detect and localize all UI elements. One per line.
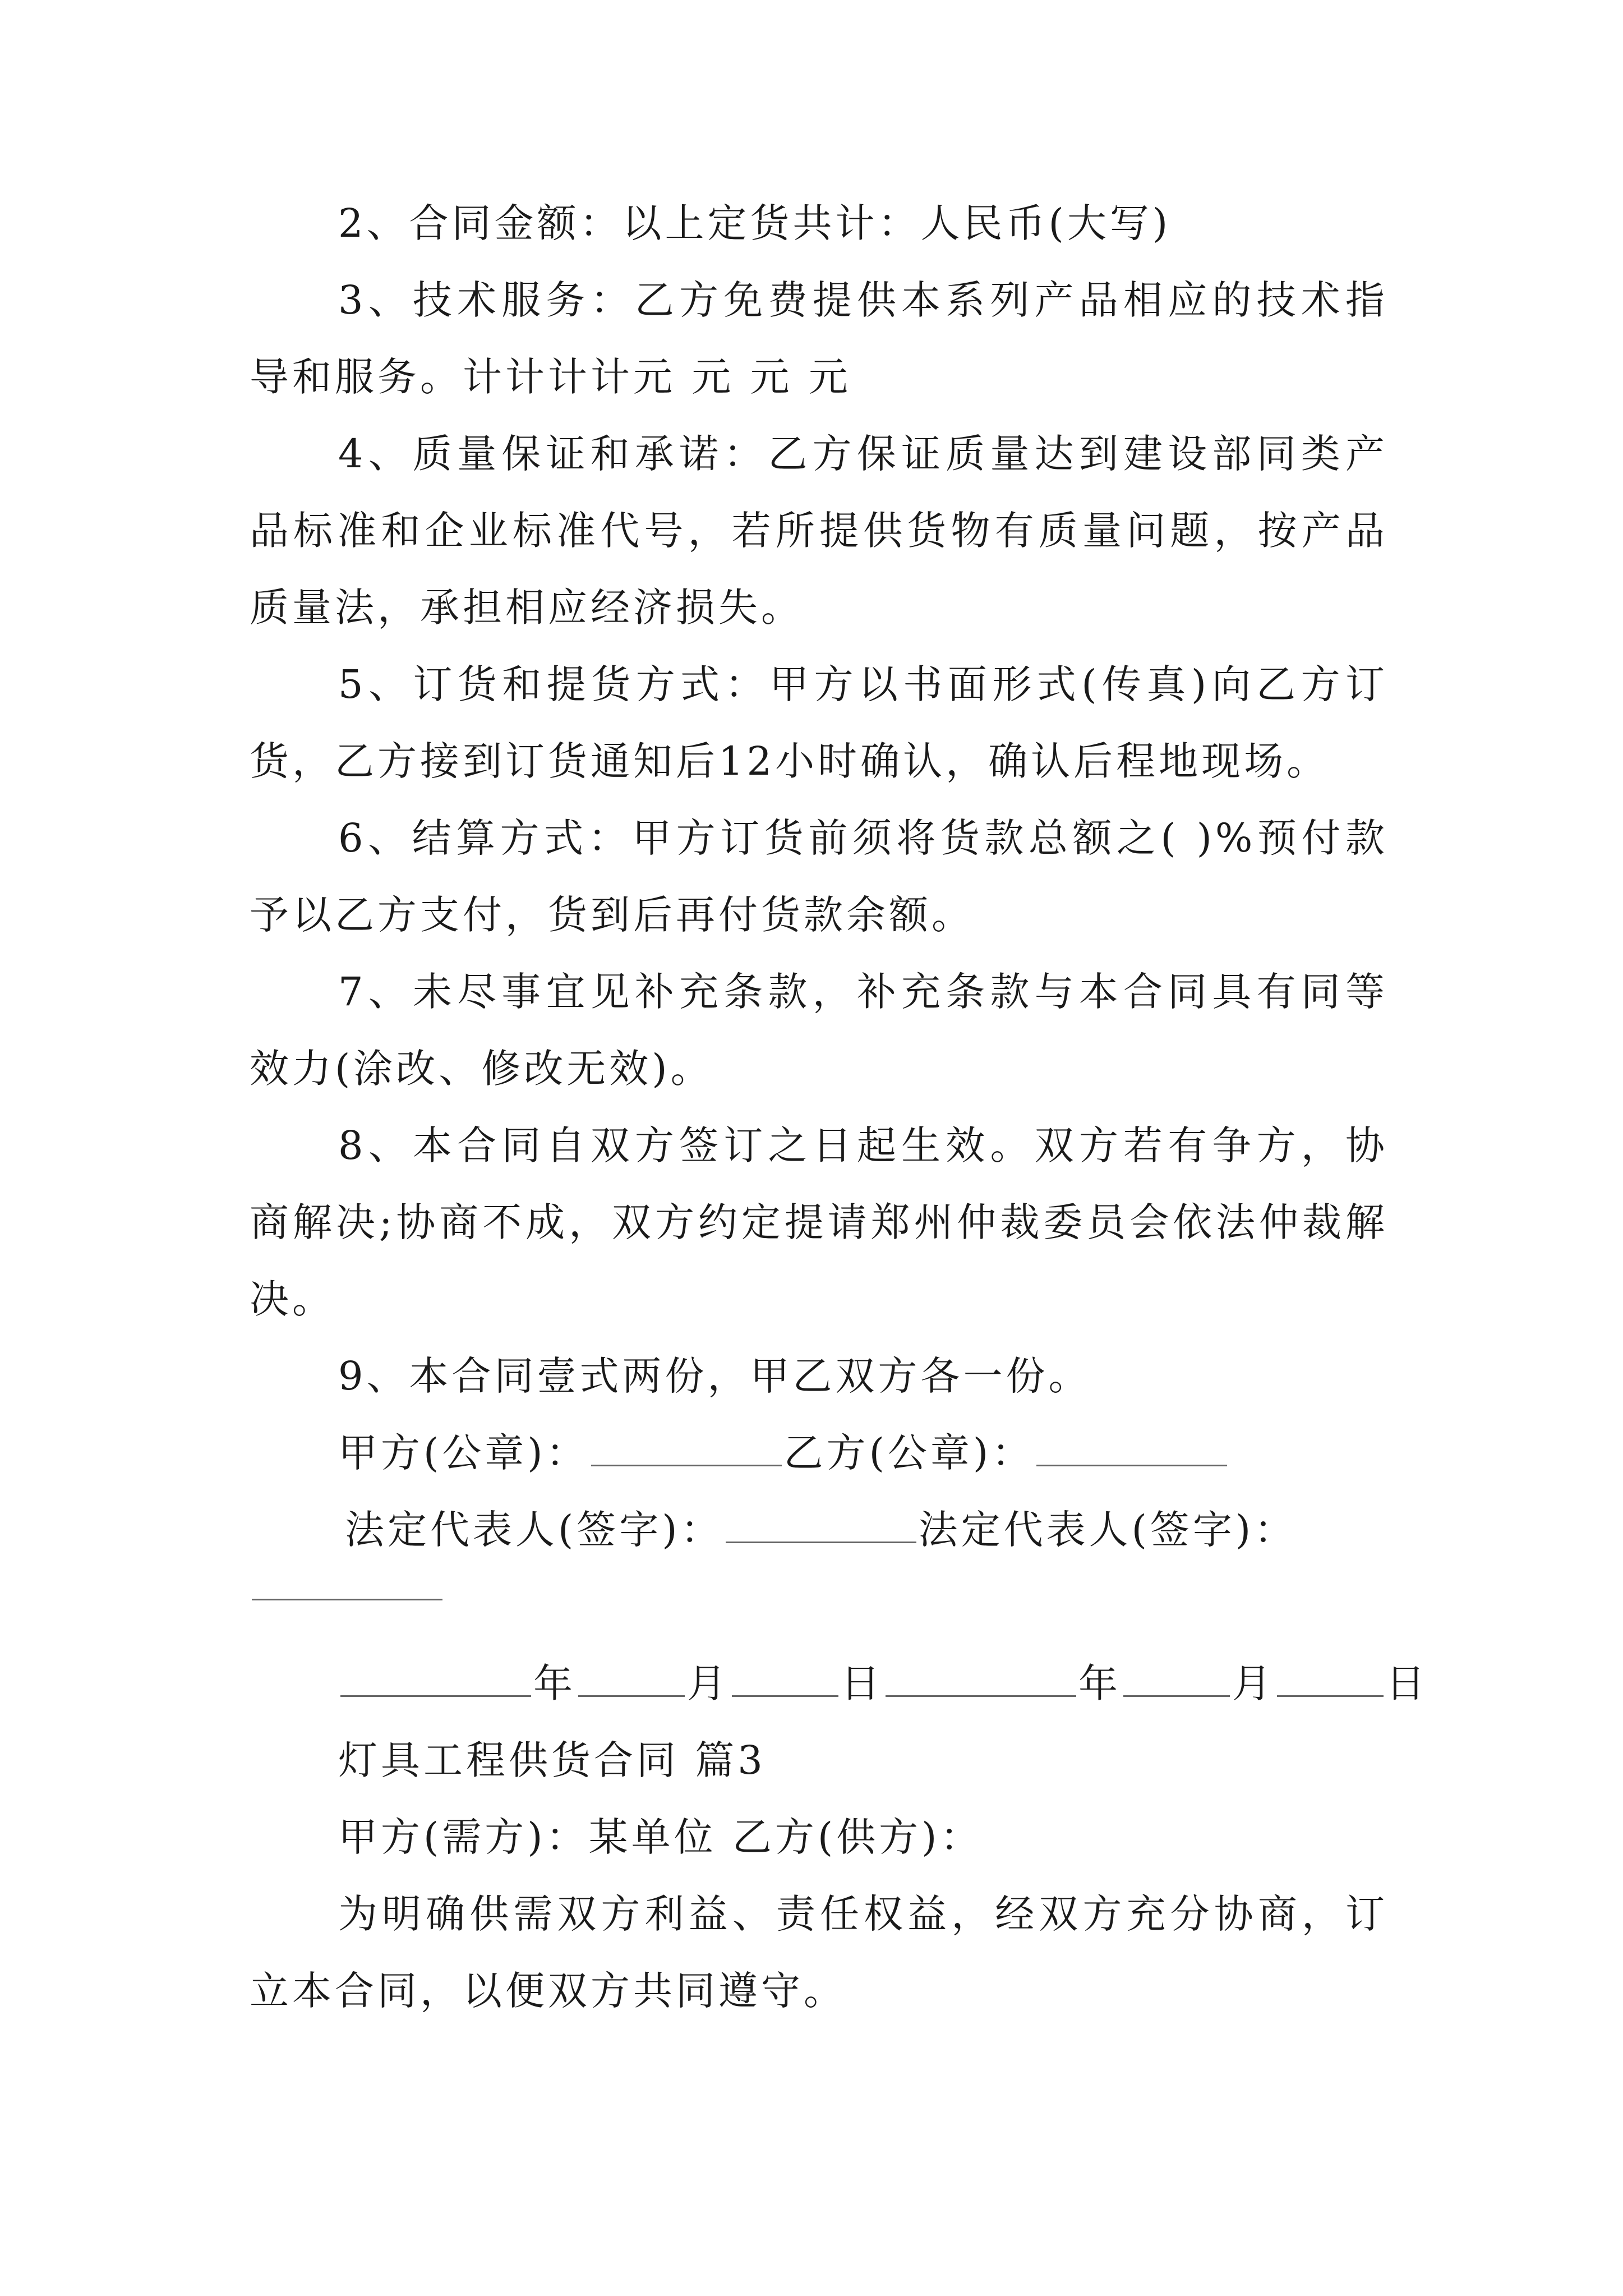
- section-title: 灯具工程供货合同 篇3: [338, 1737, 766, 1783]
- rep-b-blank: [252, 1591, 442, 1600]
- date-a-month: 月: [687, 1660, 730, 1706]
- date-a-year-blank: [340, 1660, 531, 1697]
- date-a-day-blank: [732, 1660, 838, 1697]
- date-b-month-blank: [1123, 1660, 1230, 1697]
- party-a-seal-label: 甲方(公章)：: [338, 1430, 589, 1476]
- rep-a-label: 法定代表人(签字)：: [345, 1507, 723, 1553]
- party-b-seal-label: 乙方(公章)：: [783, 1430, 1035, 1476]
- intro-paragraph: 为明确供需双方利益、责任权益，经双方充分协商，订立本合同，以便双方共同遵守。: [250, 1891, 1388, 2014]
- date-line: [250, 1645, 1428, 1722]
- clause-6: 6、结算方式：甲方订货前须将货款总额之( )%预付款予以乙方支付，货到后再付货款余额。: [250, 815, 1388, 938]
- date-b-day: 日: [1386, 1660, 1428, 1706]
- representative-line: [250, 1492, 1388, 1568]
- seal-line: [250, 1415, 1388, 1492]
- date-b-day-blank: [1277, 1660, 1384, 1697]
- clause-7: 7、未尽事宜见补充条款，补充条款与本合同具有同等效力(涂改、修改无效)。: [250, 969, 1388, 1092]
- rep-b-label: 法定代表人(签字)：: [918, 1507, 1297, 1553]
- date-a-month-blank: [578, 1660, 685, 1697]
- date-a-year: 年: [533, 1660, 576, 1706]
- rep-b-blank-row: [250, 1568, 1388, 1645]
- clause-5: 5、订货和提货方式：甲方以书面形式(传真)向乙方订货，乙方接到订货通知后12小时确认，确认后程地现场。: [250, 661, 1388, 784]
- clause-9: 9、本合同壹式两份，甲乙双方各一份。: [338, 1353, 1091, 1399]
- party-b-seal-blank: [1036, 1429, 1227, 1466]
- date-b-month: 月: [1232, 1660, 1275, 1706]
- rep-a-blank: [726, 1506, 916, 1543]
- clause-8: 8、本合同自双方签订之日起生效。双方若有争方，协商解决;协商不成，双方约定提请郑州仲裁委员会依法仲裁解决。: [250, 1122, 1388, 1322]
- date-a-day: 日: [841, 1660, 883, 1706]
- parties-line: 甲方(需方)：某单位 乙方(供方)：: [338, 1814, 983, 1860]
- clause-3: 3、技术服务：乙方免费提供本系列产品相应的技术指导和服务。计计计计元 元 元 元: [250, 277, 1388, 400]
- date-b-year: 年: [1078, 1660, 1121, 1706]
- party-a-seal-blank: [591, 1429, 782, 1466]
- date-b-year-blank: [886, 1660, 1076, 1697]
- clause-2: 2、合同金额：以上定货共计：人民币(大写): [338, 200, 1172, 246]
- document-page: [250, 185, 1428, 2030]
- clause-4: 4、质量保证和承诺：乙方保证质量达到建设部同类产品标准和企业标准代号，若所提供货物有质量问题，按产品质量法，承担相应经济损失。: [250, 431, 1388, 631]
